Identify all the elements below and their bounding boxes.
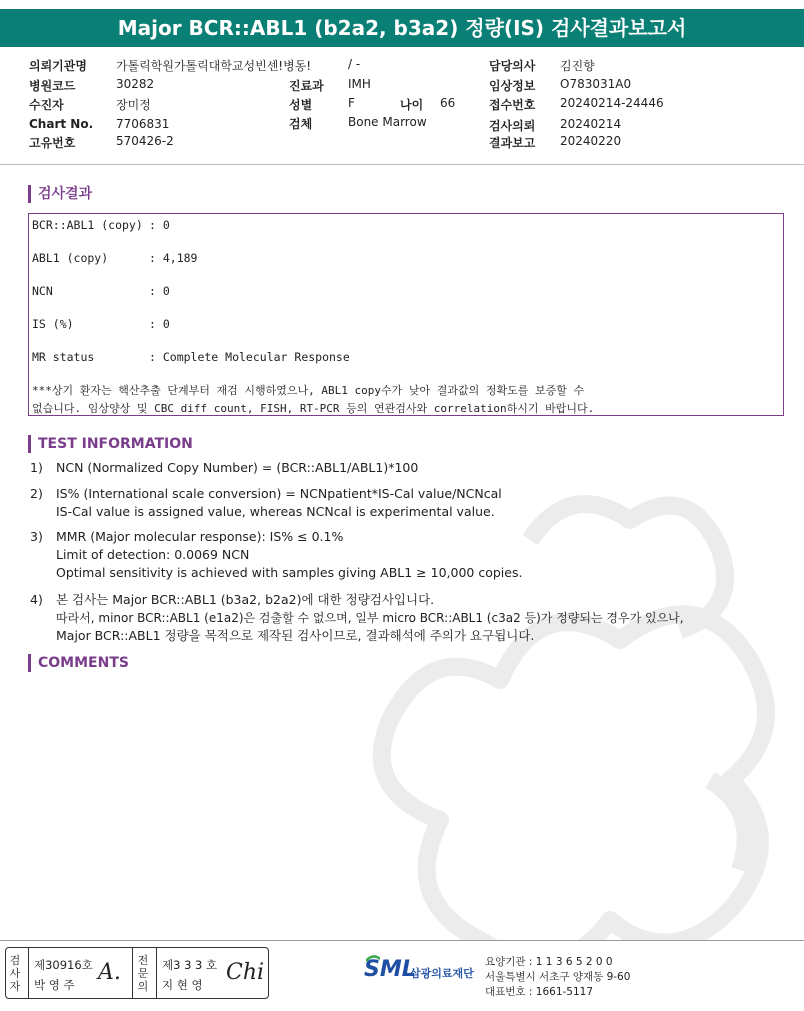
label-doctor: 담당의사 <box>489 59 536 73</box>
result-value-is: : 0 <box>149 317 170 331</box>
value-chart-no: 7706831 <box>116 117 170 131</box>
value-hospital-code: 30282 <box>116 77 155 91</box>
org-address: 서울특별시 서초구 양재동 9-60 <box>485 971 631 983</box>
test-info-item-1 <box>30 459 770 479</box>
label-hospital-code: 병원코드 <box>29 79 76 93</box>
item-number: 1) <box>30 460 43 475</box>
side-char: 검 <box>9 954 21 967</box>
result-label-ncn: NCN <box>32 284 53 298</box>
label-unique-no: 고유번호 <box>29 136 76 150</box>
item-line: MMR (Major molecular response): IS% ≤ 0.1% <box>56 529 344 544</box>
org-code: 요양기관 : 1 1 3 6 5 2 0 0 <box>485 956 613 968</box>
org-phone: 대표번호 : 1661-5117 <box>485 986 594 998</box>
logo-mark: SML <box>364 957 416 982</box>
sig-divider <box>132 948 133 998</box>
value-receipt-no: 20240214-24446 <box>560 96 664 110</box>
value-request-date: 20240214 <box>560 117 622 131</box>
value-clinical-info: O783031A0 <box>560 77 632 91</box>
label-sex: 성별 <box>289 98 313 112</box>
label-report-date: 결과보고 <box>489 136 536 150</box>
test-info-item-4 <box>30 591 770 647</box>
signer1-name: 박 영 주 <box>34 978 75 992</box>
item-line: 본 검사는 Major BCR::ABL1 (b3a2, b2a2)에 대한 정량검사입니다. <box>56 592 435 607</box>
label-specimen: 검체 <box>289 117 313 131</box>
result-label-bcr-abl1: BCR::ABL1 (copy) <box>32 218 143 232</box>
label-department: 진료과 <box>289 79 324 93</box>
comments-heading: COMMENTS <box>28 654 129 672</box>
result-note-line2: 없습니다. 임상양상 및 CBC diff count, FISH, RT-PCR 등의 연관검사와 correlation하시기 바랍니다. <box>32 402 595 415</box>
result-label-abl1: ABL1 (copy) <box>32 251 109 265</box>
result-value-bcr-abl1: : 0 <box>149 218 170 232</box>
value-patient: 장미정 <box>116 98 151 112</box>
signature-box <box>5 947 269 999</box>
signer1-side-label <box>8 954 22 993</box>
value-ward: / - <box>348 57 361 71</box>
sig-divider <box>156 948 157 998</box>
value-age: 66 <box>440 96 456 110</box>
side-char: 의 <box>137 980 149 993</box>
result-note-line1: ***상기 환자는 핵산추출 단계부터 재검 시행하였으나, ABL1 copy수가 낮아 결과값의 정확도를 보증할 수 <box>32 384 585 397</box>
item-line: 따라서, minor BCR::ABL1 (e1a2)은 검출할 수 없으며, 일부 micro BCR::ABL1 (c3a2 등)가 정량되는 경우가 있으나, <box>56 611 684 625</box>
signer2-signature: Chi <box>226 960 265 985</box>
value-sex: F <box>348 96 355 110</box>
report-title: Major BCR::ABL1 (b2a2, b3a2) 정량(IS) 검사결과보고서 <box>0 9 804 47</box>
test-info-item-3 <box>30 528 770 584</box>
logo-org-name: 삼광의료재단 <box>410 967 474 980</box>
side-char: 문 <box>137 967 149 980</box>
result-value-mr-status: : Complete Molecular Response <box>149 350 350 364</box>
signer1-signature: A. <box>98 960 121 985</box>
item-line: NCN (Normalized Copy Number) = (BCR::ABL1/ABL1)*100 <box>56 460 419 475</box>
value-doctor: 김진향 <box>560 59 595 73</box>
value-unique-no: 570426-2 <box>116 134 174 148</box>
result-value-ncn: : 0 <box>149 284 170 298</box>
value-specimen: Bone Marrow <box>348 115 427 129</box>
footer-divider <box>0 940 804 941</box>
item-line: Major BCR::ABL1 정량을 목적으로 제작된 검사이므로, 결과해석에 주의가 요구됩니다. <box>56 628 535 643</box>
item-line: Optimal sensitivity is achieved with samples giving ABL1 ≥ 10,000 copies. <box>56 565 523 580</box>
result-label-is: IS (%) <box>32 317 74 331</box>
sml-logo <box>364 955 484 991</box>
signer2-license: 제3 3 3 호 <box>162 958 218 972</box>
results-box <box>28 213 784 416</box>
result-label-mr-status: MR status <box>32 350 95 364</box>
signer2-name: 지 현 영 <box>162 978 203 992</box>
header-divider <box>0 164 804 165</box>
results-heading: 검사결과 <box>28 185 92 203</box>
label-patient: 수진자 <box>29 98 64 112</box>
sig-divider <box>28 948 29 998</box>
value-report-date: 20240220 <box>560 134 622 148</box>
item-line: Limit of detection: 0.0069 NCN <box>56 547 250 562</box>
label-receipt-no: 접수번호 <box>489 98 536 112</box>
label-requesting-institution: 의뢰기관명 <box>29 59 87 73</box>
item-line: IS-Cal value is assigned value, whereas NCNcal is experimental value. <box>56 504 495 519</box>
label-request-date: 검사의뢰 <box>489 119 536 133</box>
side-char: 전 <box>137 954 149 967</box>
test-info-heading: TEST INFORMATION <box>28 435 193 453</box>
signer1-license: 제30916호 <box>34 958 93 972</box>
label-clinical-info: 임상정보 <box>489 79 536 93</box>
value-requesting-institution: 가톨릭학원가톨릭대학교성빈센!병동! <box>116 59 312 73</box>
signer2-side-label <box>136 954 150 993</box>
logo-swoosh-icon <box>366 955 380 963</box>
side-char: 자 <box>9 980 21 993</box>
label-chart-no: Chart No. <box>29 117 94 131</box>
test-info-item-2 <box>30 485 770 523</box>
org-info <box>485 955 630 1000</box>
item-number: 2) <box>30 486 43 501</box>
value-department: IMH <box>348 77 371 91</box>
item-number: 4) <box>30 592 43 607</box>
item-number: 3) <box>30 529 43 544</box>
result-value-abl1: : 4,189 <box>149 251 198 265</box>
label-age: 나이 <box>400 98 424 112</box>
item-line: IS% (International scale conversion) = NCNpatient*IS-Cal value/NCNcal <box>56 486 502 501</box>
side-char: 사 <box>9 967 21 980</box>
